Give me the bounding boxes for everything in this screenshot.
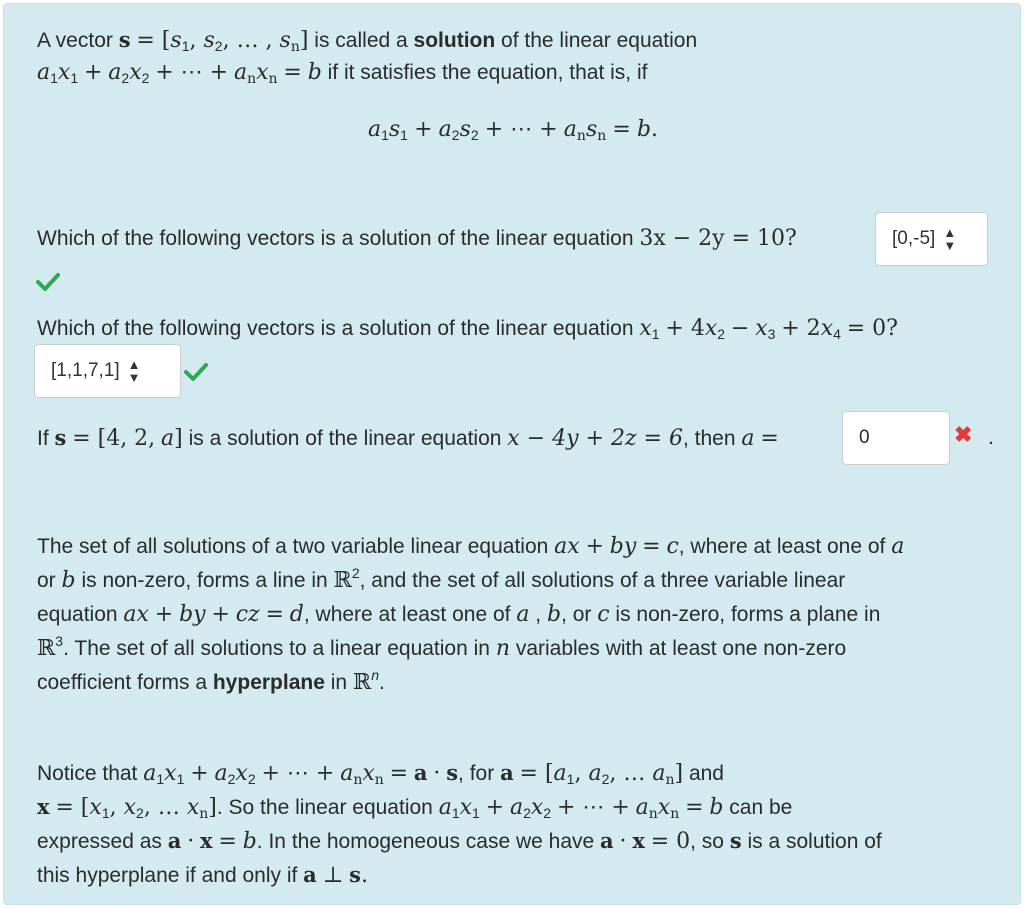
question-3-answer-value: 0: [859, 427, 870, 448]
paragraph-2-line-3: expressed as a · x = b. In the homogeneous case we have a · x = 0, so s is a solution of: [37, 828, 882, 854]
display-equation: $a_1s_1 + a_2s_2$ + ⋯ + $a_ns_n = b$.: [367, 117, 659, 144]
sort-arrows-icon: ▲ ▼: [943, 225, 957, 253]
question-3-text: If s = [4, 2, a] is a solution of the linear equation x − 4y + 2z = 6, then a =: [37, 425, 779, 451]
question-1-select[interactable]: [875, 212, 988, 266]
paragraph-1-line-4: ℝ$^3$. The set of all solutions to a linear equation in n variables with at least one non-zero: [37, 633, 847, 661]
paragraph-2-line-2: $x = [x_1$, $x_2$, … $x_n$]. So the linear equation $a_1x_1 + a_2x_2$ + ⋯ + $a_nx_n = b$ can be: [37, 794, 793, 822]
question-3-period: .: [988, 426, 994, 449]
sort-arrows-icon: ▲ ▼: [127, 357, 141, 385]
paragraph-1-line-5: coefficient forms a hyperplane in ℝ$^n$.: [37, 667, 385, 695]
paragraph-1-line-2: or b is non-zero, forms a line in ℝ$^2$, and the set of all solutions of a three variable linear: [37, 565, 846, 593]
paragraph-1-line-1: The set of all solutions of a two variable linear equation ax + by = c, where at least one of a: [37, 534, 905, 559]
checkmark-icon: [36, 272, 60, 292]
intro-line-1: A vector $s = [s_1$, $s_2$, … , $s_n$] is called a solution of the linear equation: [37, 27, 698, 55]
question-1-text: Which of the following vectors is a solution of the linear equation 3x − 2y = 10?: [37, 226, 797, 251]
question-3-answer-input[interactable]: [842, 411, 950, 465]
intro-line-2: $a_1x_1 + a_2x_2$ + ⋯ + $a_nx_n = b$ if it satisfies the equation, that is, if: [37, 60, 648, 87]
paragraph-2-line-4: this hyperplane if and only if a ⊥ s.: [37, 862, 368, 888]
question-2-select[interactable]: [34, 344, 181, 398]
paragraph-2-line-1: Notice that $a_1x_1 + a_2x_2$ + ⋯ + $a_nx_n = a \cdot s$, for $a = [a_1$, $a_2$, … $a_n$] and: [37, 760, 724, 788]
question-panel: [3, 3, 1021, 905]
question-1-selected-value: [0,-5]: [892, 228, 936, 249]
paragraph-1-line-3: equation ax + by + cz = d, where at least one of a , b, or c is non-zero, forms a plane in: [37, 602, 881, 627]
cross-icon: ✖: [954, 422, 973, 447]
checkmark-icon: [184, 362, 208, 382]
question-2-text: Which of the following vectors is a solution of the linear equation $x_1 + 4x_2 - x_3 + 2x_4 = 0$?: [37, 316, 898, 342]
question-2-selected-value: [1,1,7,1]: [51, 360, 120, 381]
